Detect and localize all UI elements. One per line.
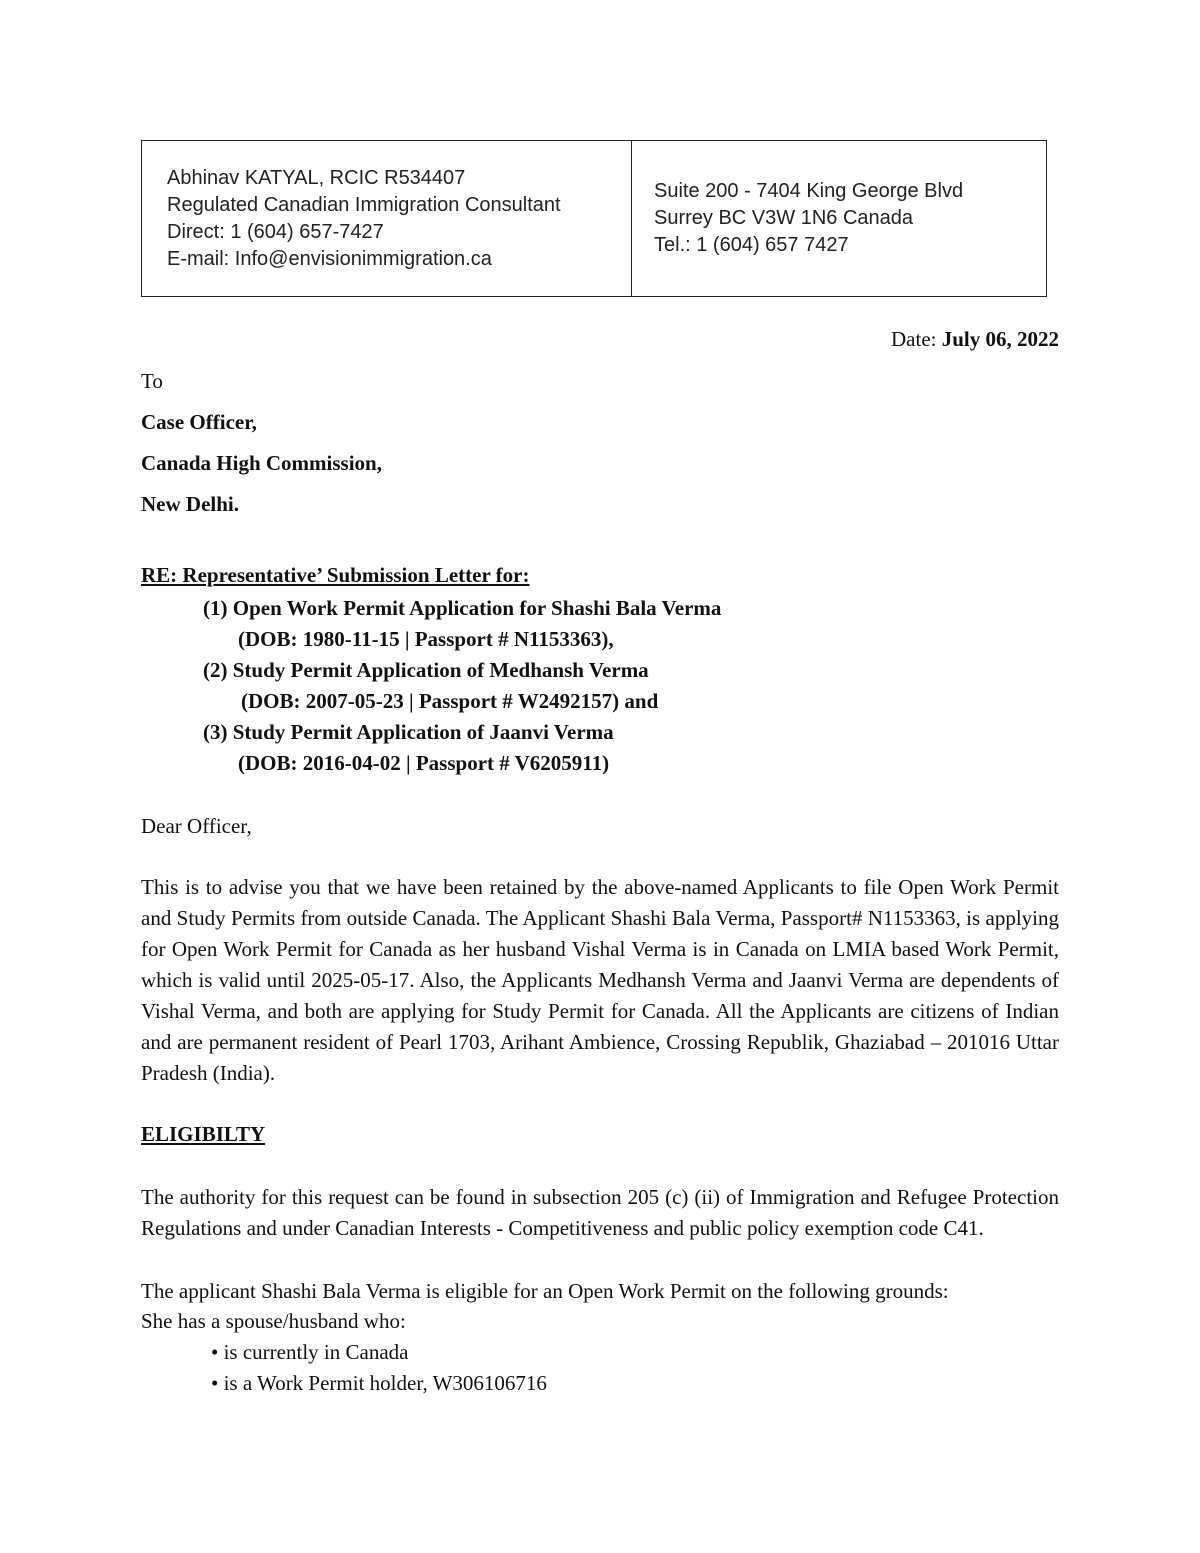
consultant-name: Abhinav KATYAL, RCIC R534407 [167,167,466,189]
address-line-2: Surrey BC V3W 1N6 Canada [654,207,914,229]
consultant-contact-block [142,141,632,296]
address-line-1: Suite 200 - 7404 King George Blvd [654,180,964,202]
recipient-line-1: Case Officer, [141,410,257,434]
eligibility-spouse: She has a spouse/husband who: [141,1309,406,1333]
letterhead-box [141,140,1047,297]
date-label: Date: [891,327,942,351]
list-item: • is a Work Permit holder, W306106716 [211,1371,547,1395]
date-value: July 06, 2022 [941,327,1059,351]
subject-item-1: (1) Open Work Permit Application for Shashi Bala Verma [203,596,722,620]
office-phone: Tel.: 1 (604) 657 7427 [654,234,849,256]
subject-item-3-details: (DOB: 2016-04-02 | Passport # V6205911) [238,751,610,775]
list-item: • is currently in Canada [211,1340,409,1364]
subject-heading: RE: Representative’ Submission Letter for: [141,563,530,587]
consultant-phone: Direct: 1 (604) 657-7427 [167,221,384,243]
recipient-line-2: Canada High Commission, [141,451,382,475]
salutation: Dear Officer, [141,814,252,838]
consultant-title: Regulated Canadian Immigration Consultant [167,194,561,216]
letter-date [891,327,1059,352]
eligibility-paragraph: The authority for this request can be found in subsection 205 (c) (ii) of Immigration and Refugee Protection Regulations and under Canadian Interests - Competitiveness and public policy exemption code C41. [141,1185,1059,1240]
eligibility-bullet-list [211,1337,547,1399]
subject-list [203,593,721,779]
consultant-email: E-mail: Info@envisionimmigration.ca [167,248,492,270]
office-address-block [632,141,1046,296]
subject-item-2-details: (DOB: 2007-05-23 | Passport # W2492157) and [241,689,659,713]
body-paragraph: This is to advise you that we have been retained by the above-named Applicants to file Open Work Permit and Study Permits from outside Canada. The Applicant Shashi Bala Verma, Passport# N1153363, is applying for Open Work Permit for Canada as her husband Vishal Verma is in Canada on LMIA based Work Permit, which is valid until 2025-05-17. Also, the Applicants Medhansh Verma and Jaanvi Verma are dependents of Vishal Verma, and both are applying for Study Permit for Canada. All the Applicants are citizens of Indian and are permanent resident of Pearl 1703, Arihant Ambience, Crossing Republik, Ghaziabad – 201016 Uttar Pradesh (India). [141,875,1059,1085]
eligibility-heading: ELIGIBILTY [141,1122,266,1146]
eligibility-grounds: The applicant Shashi Bala Verma is eligible for an Open Work Permit on the following grounds: [141,1279,949,1303]
subject-item-2: (2) Study Permit Application of Medhansh Verma [203,658,649,682]
subject-item-1-details: (DOB: 1980-11-15 | Passport # N1153363), [238,627,614,651]
recipient-line-3: New Delhi. [141,492,239,516]
subject-item-3: (3) Study Permit Application of Jaanvi Verma [203,720,614,744]
recipient-to: To [141,369,163,393]
